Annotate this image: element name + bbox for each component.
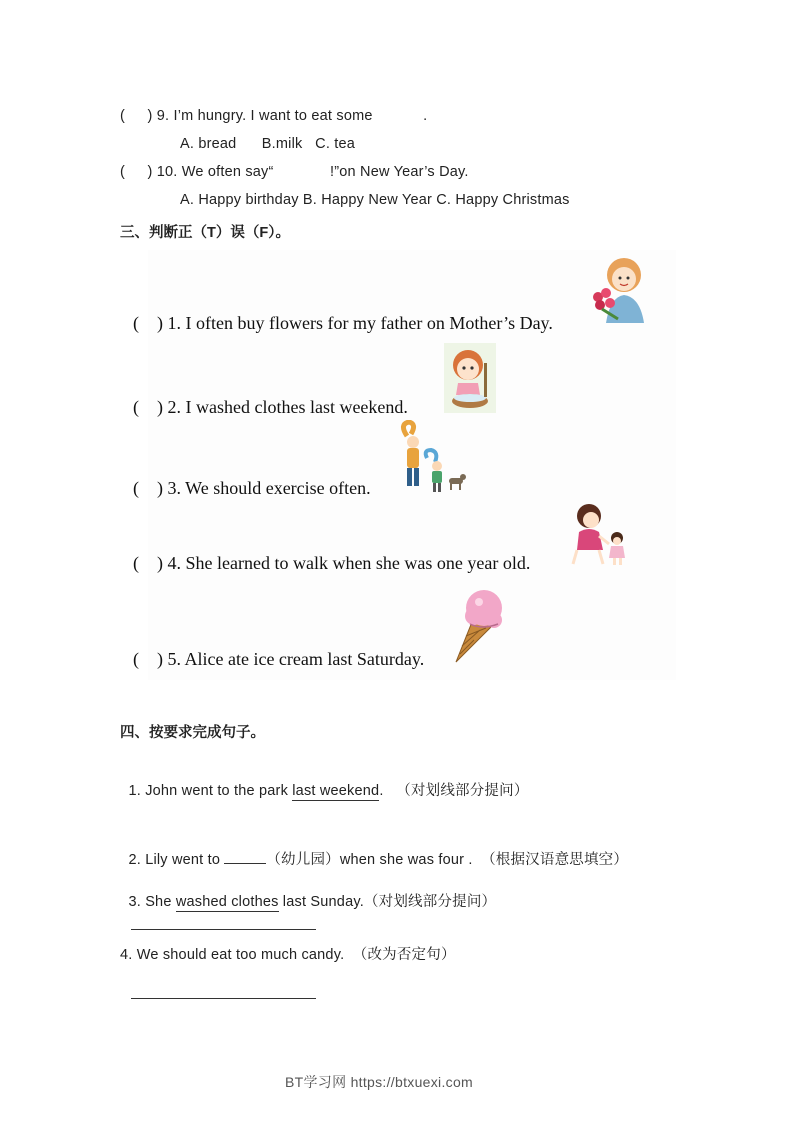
section-4-title: 四、按要求完成句子。: [120, 725, 265, 741]
fill-in-blank[interactable]: [224, 851, 266, 864]
family-exercise-icon: [397, 420, 469, 494]
sentence-3-after: last Sunday.（对划线部分提问）: [278, 894, 497, 910]
answer-paren-open: (: [120, 108, 126, 124]
footer-watermark: BT学习网 https://btxuexi.com: [285, 1074, 473, 1090]
tf-item-3: ( ) 3. We should exercise often.: [133, 478, 371, 498]
sentence-1-underlined: last weekend: [292, 783, 380, 799]
sentence-4: 4. We should eat too much candy. （改为否定句）: [120, 947, 456, 963]
question-10-stem-b: !”on New Year’s Day.: [330, 164, 469, 180]
ice-cream-icon: [452, 586, 510, 666]
tf-item-1: ( ) 1. I often buy flowers for my father on Mother’s Day.: [133, 313, 553, 333]
answer-paren-open: (: [120, 164, 126, 180]
sentence-3: [120, 874, 496, 911]
sentence-1-before: 1. John went to the park: [128, 783, 293, 799]
question-9: [120, 108, 427, 124]
sentence-3-before: 3. She: [128, 894, 176, 910]
section-3-title: 三、判断正（T）误（F）。: [120, 225, 290, 241]
tf-item-4: ( ) 4. She learned to walk when she was one year old.: [133, 553, 531, 573]
question-10: [120, 164, 469, 180]
question-9-stem: 9. I’m hungry. I want to eat some: [156, 108, 373, 124]
question-9-options: A. bread B.milk C. tea: [180, 136, 356, 152]
mother-child-walking-icon: [569, 502, 635, 568]
question-10-options: A. Happy birthday B. Happy New Year C. Happy Christmas: [180, 192, 570, 208]
sentence-1-after: . （对划线部分提问）: [379, 783, 529, 799]
sentence-2-before: 2. Lily went to: [128, 852, 225, 868]
tf-item-2: ( ) 2. I washed clothes last weekend.: [133, 397, 408, 417]
girl-washing-icon: [444, 343, 496, 413]
answer-paren-close: ): [147, 108, 153, 124]
sentence-2-after: （幼儿园）when she was four . （根据汉语意思填空）: [266, 852, 629, 868]
answer-line-4[interactable]: [131, 998, 316, 999]
answer-paren-close: ): [147, 164, 153, 180]
answer-line-3[interactable]: [131, 929, 316, 930]
mother-flowers-icon: [588, 253, 650, 329]
sentence-2: [120, 832, 628, 869]
sentence-1: [120, 763, 529, 800]
tf-item-5: ( ) 5. Alice ate ice cream last Saturday.: [133, 649, 425, 669]
sentence-3-underlined: washed clothes: [175, 894, 279, 910]
question-10-stem-a: 10. We often say“: [156, 164, 274, 180]
question-9-end: .: [423, 108, 428, 124]
